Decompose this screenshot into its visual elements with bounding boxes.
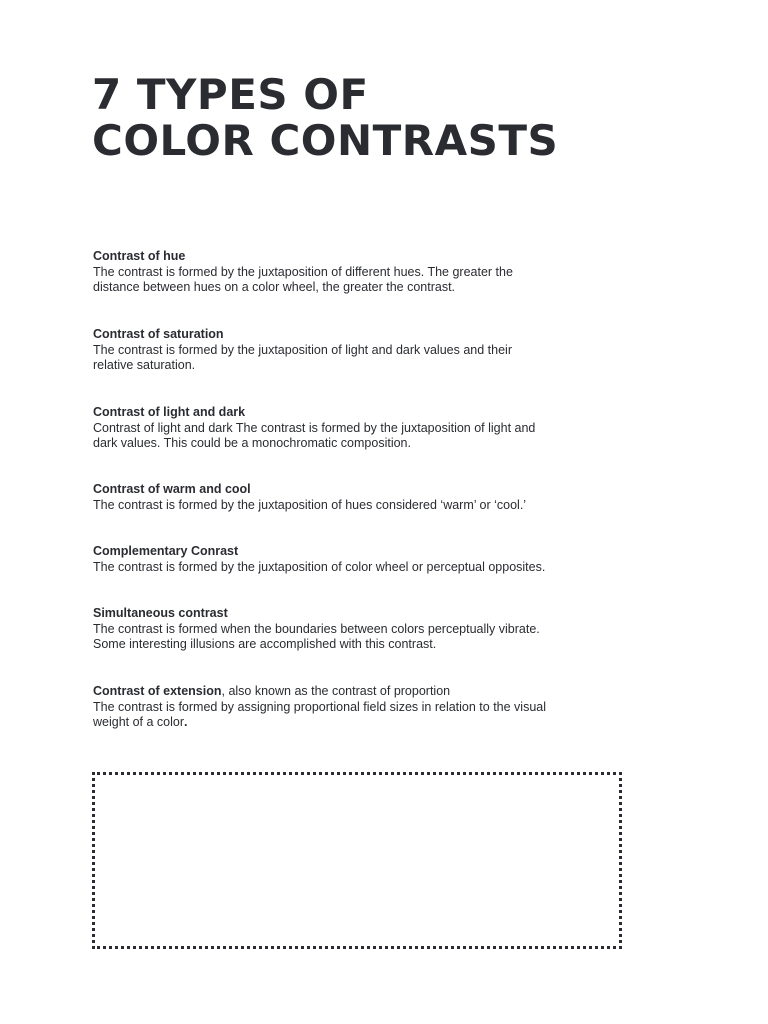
page-title — [92, 72, 558, 164]
section-body-line: The contrast is formed when the boundaries between colors perceptually vibrate. — [93, 621, 540, 636]
section-contrast-of-light-and-dark — [93, 405, 535, 452]
section-heading-suffix: , also known as the contrast of proportion — [221, 684, 451, 698]
section-body-line: The contrast is formed by the juxtaposition of light and dark values and their — [93, 342, 512, 357]
section-body-line: distance between hues on a color wheel, the greater the contrast. — [93, 280, 456, 294]
section-heading: Simultaneous contrast — [93, 606, 228, 620]
section-simultaneous-contrast — [93, 606, 540, 653]
section-contrast-of-warm-and-cool — [93, 482, 526, 513]
section-body-line: The contrast is formed by assigning proportional field sizes in relation to the visual — [93, 699, 547, 714]
page-title-line-2: COLOR CONTRASTS — [92, 116, 559, 165]
section-heading: Contrast of light and dark — [93, 405, 246, 419]
section-complementary-contrast — [93, 544, 545, 575]
section-body-line: The contrast is formed by the juxtaposition of hues considered ‘warm’ or ‘cool.’ — [93, 497, 527, 512]
section-heading: Contrast of saturation — [93, 327, 224, 341]
section-body-line: relative saturation. — [93, 358, 196, 372]
section-heading-line — [93, 684, 546, 700]
section-body-line: The contrast is formed by the juxtaposition of color wheel or perceptual opposites. — [93, 559, 546, 574]
section-body-line-last — [93, 715, 546, 731]
dotted-placeholder-box — [92, 772, 622, 949]
section-contrast-of-extension — [93, 684, 546, 731]
section-heading: Contrast of extension — [93, 684, 222, 698]
section-contrast-of-hue — [93, 249, 513, 296]
section-body-line: The contrast is formed by the juxtaposition of different hues. The greater the — [93, 264, 513, 279]
section-body-text: weight of a color — [93, 715, 185, 729]
page-title-line-1: 7 TYPES OF — [92, 70, 369, 119]
section-heading: Complementary Conrast — [93, 544, 239, 558]
section-body-line: Some interesting illusions are accomplished with this contrast. — [93, 637, 437, 651]
section-body-line: dark values. This could be a monochromatic composition. — [93, 436, 411, 450]
section-heading: Contrast of hue — [93, 249, 186, 263]
trailing-period: . — [184, 715, 188, 729]
section-contrast-of-saturation — [93, 327, 512, 374]
section-body-line: Contrast of light and dark The contrast is formed by the juxtaposition of light and — [93, 420, 536, 435]
section-heading: Contrast of warm and cool — [93, 482, 251, 496]
